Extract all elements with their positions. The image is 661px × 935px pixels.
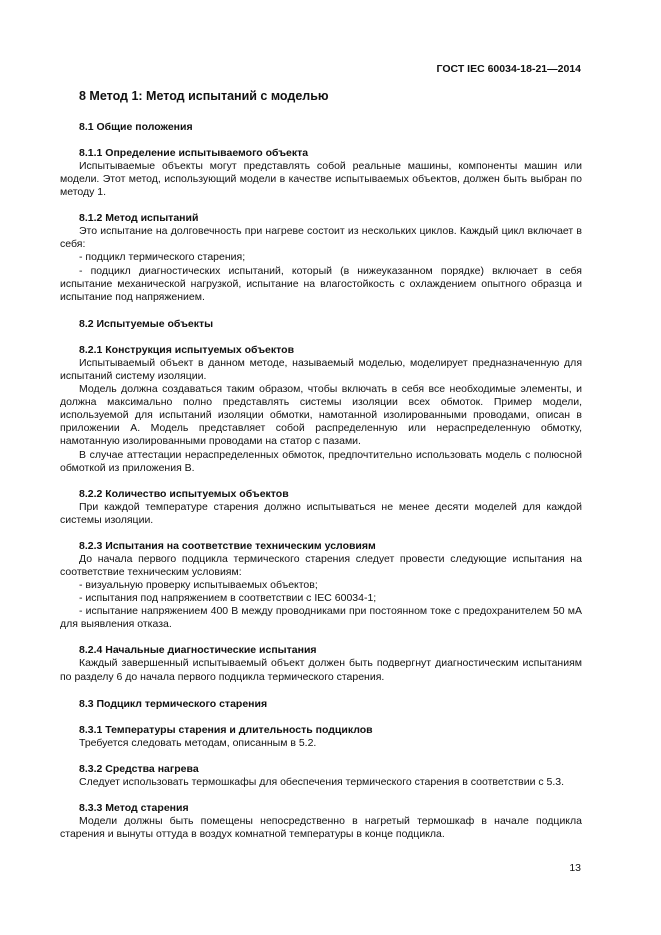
heading-8-2-1: 8.2.1 Конструкция испытуемых объектов: [79, 343, 295, 356]
document-header: ГОСТ IEC 60034-18-21—2014: [436, 63, 581, 75]
paragraph-8-2-2: При каждой температуре старения должно испытываться не менее десяти моделей для каждой системы изоляции.: [60, 500, 582, 526]
heading-8-3-3: 8.3.3 Метод старения: [79, 801, 189, 814]
section-title: 8 Метод 1: Метод испытаний с моделью: [79, 89, 329, 103]
list-item: - подцикл термического старения;: [79, 251, 246, 264]
heading-8-2-2: 8.2.2 Количество испытуемых объектов: [79, 487, 289, 500]
paragraph-8-1-1: Испытываемые объекты могут представлять собой реальные машины, компоненты машин или модели. Этот метод, использующий модели в качестве испытываемых объектов, должен быть выбран по методу 1.: [60, 160, 582, 199]
heading-8-2: 8.2 Испытуемые объекты: [79, 317, 214, 330]
heading-8-1-2: 8.1.2 Метод испытаний: [79, 212, 199, 225]
heading-8-3: 8.3 Подцикл термического старения: [79, 697, 268, 710]
list-item: - подцикл диагностических испытаний, который (в нижеуказанном порядке) включает в себя испытание механической нагрузкой, испытание на влагостойкость с охлаждением опытного образца и испытание под напряжением.: [60, 264, 582, 303]
heading-8-3-1: 8.3.1 Температуры старения и длительность подциклов: [79, 723, 373, 736]
page-content: [60, 88, 582, 841]
paragraph-8-2-4: Каждый завершенный испытываемый объект должен быть подвергнут диагностическим испытаниям по разделу 6 до начала первого подцикла термического старения.: [60, 657, 582, 683]
list-item: - испытания под напряжением в соответствии с IEC 60034-1;: [79, 592, 377, 605]
heading-8-1-1: 8.1.1 Определение испытываемого объекта: [79, 147, 309, 159]
paragraph-8-2-3: До начала первого подцикла термического старения следует провести следующие испытания на соответствие техническим условиям:: [60, 552, 582, 578]
list-item: - визуальную проверку испытываемых объектов;: [79, 579, 318, 592]
paragraph-8-3-1: Требуется следовать методам, описанным в 5.2.: [79, 736, 317, 749]
paragraph-8-3-2: Следует использовать термошкафы для обеспечения термического старения в соответствии с 5.3.: [79, 775, 565, 788]
heading-8-3-2: 8.3.2 Средства нагрева: [79, 762, 199, 775]
heading-8-2-4: 8.2.4 Начальные диагностические испытания: [79, 644, 317, 657]
paragraph-8-2-1-a: Испытываемый объект в данном методе, называемый моделью, моделирует предназначенную для испытаний систему изоляции.: [60, 356, 582, 382]
list-item: - испытание напряжением 400 В между проводниками при постоянном токе с предохранителем 50 мА для выявления отказа.: [60, 605, 582, 631]
page-number: 13: [569, 862, 581, 874]
paragraph-8-1-2: Это испытание на долговечность при нагреве состоит из нескольких циклов. Каждый цикл включает в себя:: [60, 225, 582, 251]
paragraph-8-2-1-b: Модель должна создаваться таким образом, чтобы включать в себя все необходимые элементы, и должна максимально полно представлять системы изоляции всех обмоток. Пример модели, используемой для испытаний изоляции обмотки, намотанной изолированными проводами, описан в приложении А. Модель представляет собой распределенную или нераспределенную обмотку, намотанную изолированными проводами на статор с пазами.: [60, 383, 582, 448]
heading-8-2-3: 8.2.3 Испытания на соответствие техническим условиям: [79, 539, 376, 552]
paragraph-8-3-3: Модели должны быть помещены непосредственно в нагретый термошкаф в начале подцикла старения и вынуты оттуда в воздух комнатной температуры в конце подцикла.: [60, 814, 582, 840]
heading-8-1: 8.1 Общие положения: [79, 121, 193, 133]
paragraph-8-2-1-c: В случае аттестации нераспределенных обмоток, предпочтительно использовать модель с полюсной обмоткой из приложения В.: [60, 448, 582, 474]
